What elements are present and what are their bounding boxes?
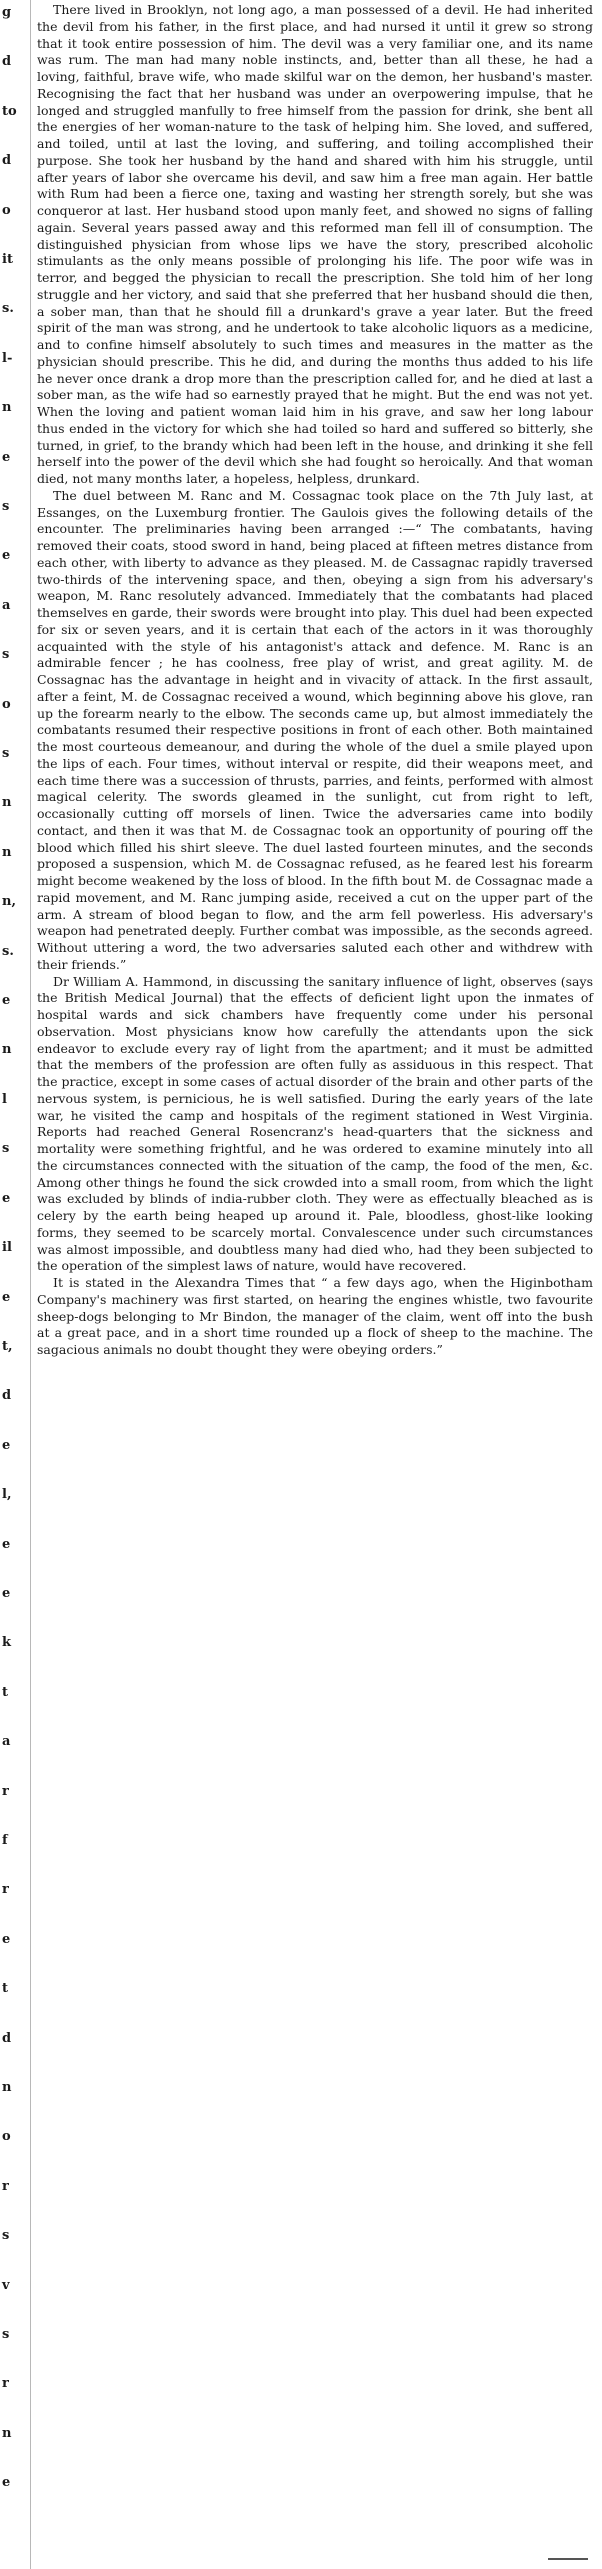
- margin-fragment: l-: [2, 351, 13, 366]
- margin-fragment: n: [2, 1042, 12, 1057]
- margin-fragment: r: [2, 2376, 9, 2391]
- article-ranc-cassagnac-duel: The duel between M. Ranc and M. Cossagnac took place on the 7th July last, at Essanges, on the Luxemburg frontier. The Gaulois gives the following details of the encounter. The preliminaries having been arranged :—“ The combatants, having removed their coats, stood sword in hand, being placed at fifteen metres distance from each other, with liberty to advance as they pleased. M. de Cassagnac rapidly traversed two-thirds of the intervening space, and then, obeying a sign from his adversary's weapon, M. Ranc resolutely advanced. Immediately that the combatants had placed themselves en garde, their swords were brought into play. This duel had been expected for six or seven years, and it is certain that each of the actors in it was thoroughly acquainted with the style of his antagonist's attack and defence. M. Ranc is an admirable fencer ; he has coolness, free play of wrist, and great agility. M. de Cossagnac has the advantage in height and in vivacity of attack. In the first assault, after a feint, M. de Cossagnac received a wound, which beginning above his glove, ran up the forearm nearly to the elbow. The seconds came up, but almost immediately the combatants resumed their respective positions in front of each other. Both maintained the most courteous demeanour, and during the whole of the duel a smile played upon the lips of each. Four times, without interval or respite, did their weapons meet, and each time there was a succession of thrusts, parries, and feints, performed with almost magical celerity. The swords gleamed in the sunlight, cut from right to left, occasionally cutting off morsels of linen. Twice the adversaries came into bodily contact, and then it was that M. de Cossagnac took an opportunity of pouring off the blood which filled his shirt sleeve. The duel lasted fourteen minutes, and the seconds proposed a suspension, which M. de Cossagnac refused, as he feared lest his forearm might become weakened by the loss of blood. In the fifth bout M. de Cossagnac made a rapid movement, and M. Ranc jumping aside, received a cut on the upper part of the arm. A stream of blood began to flow, and the arm fell powerless. His adversary's weapon had penetrated deeply. Further combat was impossible, as the seconds agreed. Without uttering a word, the two adversaries saluted each other and withdrew with their friends.”: [37, 487, 593, 972]
- margin-fragment: e: [2, 1537, 11, 1552]
- column-rule: [30, 0, 31, 2569]
- margin-fragment: n: [2, 795, 12, 810]
- margin-fragment: n: [2, 400, 12, 415]
- margin-fragment: t,: [2, 1339, 13, 1354]
- margin-fragment: s.: [2, 301, 14, 316]
- left-margin-fragments: [0, 0, 26, 2569]
- margin-fragment: l,: [2, 1487, 12, 1502]
- margin-fragment: v: [2, 2278, 10, 2293]
- margin-fragment: s.: [2, 944, 14, 959]
- margin-fragment: o: [2, 203, 11, 218]
- margin-fragment: e: [2, 548, 11, 563]
- margin-fragment: f: [2, 1833, 8, 1848]
- margin-fragment: e: [2, 1932, 11, 1947]
- margin-fragment: l: [2, 1092, 7, 1107]
- margin-fragment: e: [2, 2475, 11, 2490]
- margin-fragment: d: [2, 2031, 12, 2046]
- margin-fragment: d: [2, 1388, 12, 1403]
- margin-fragment: t: [2, 1981, 9, 1996]
- margin-fragment: k: [2, 1635, 12, 1650]
- margin-fragment: n,: [2, 894, 16, 909]
- margin-fragment: n: [2, 2426, 12, 2441]
- margin-fragment: e: [2, 1290, 11, 1305]
- margin-fragment: s: [2, 2327, 10, 2342]
- margin-fragment: n: [2, 2080, 12, 2095]
- margin-fragment: g: [2, 5, 12, 20]
- margin-fragment: it: [2, 252, 13, 267]
- margin-fragment: e: [2, 1191, 11, 1206]
- article-hammond-light: Dr William A. Hammond, in discussing the sanitary influence of light, observes (says the British Medical Journal) that the effects of deficient light upon the inmates of hospital wards and sick chambers have frequently come under his personal observation. Most physicians know how carefully the attendants upon the sick endeavor to exclude every ray of light from the apartment; and it must be admitted that the members of the profession are often fully as assiduous in this respect. That the practice, except in some cases of actual disorder of the brain and other parts of the nervous system, is pernicious, he is well satisfied. During the early years of the late war, he visited the camp and hospitals of the regiment stationed in West Virginia. Reports had reached General Rosencranz's head-quarters that the sickness and mortality were something frightful, and he was ordered to examine minutely into all the circumstances connected with the situation of the camp, the food of the men, &c. Among other things he found the sick crowded into a small room, from which the light was excluded by blinds of india-rubber cloth. They were as effectually bleached as is celery by the earth being heaped up around it. Pale, bloodless, ghost-like looking forms, they seemed to be scarcely mortal. Convalescence under such circumstances was almost impossible, and doubtless many had died who, had they been subjected to the operation of the simplest laws of nature, would have recovered.: [37, 973, 593, 1274]
- margin-fragment: s: [2, 2228, 10, 2243]
- margin-fragment: s: [2, 1141, 10, 1156]
- margin-fragment: o: [2, 2129, 11, 2144]
- margin-fragment: d: [2, 54, 12, 69]
- article-sheep-dogs: It is stated in the Alexandra Times that “ a few days ago, when the Higinbotham Company's machinery was first started, on hearing the engines whistle, two favourite sheep-dogs belonging to Mr Bindon, the manager of the claim, went off into the bush at a great pace, and in a short time rounded up a flock of sheep to the machine. The sagacious animals no doubt thought they were obeying orders.”: [37, 1275, 593, 1357]
- article-column: [37, 2, 593, 1359]
- margin-fragment: r: [2, 2179, 9, 2194]
- margin-fragment: d: [2, 153, 12, 168]
- margin-fragment: o: [2, 697, 11, 712]
- margin-fragment: e: [2, 450, 11, 465]
- margin-fragment: s: [2, 647, 10, 662]
- margin-fragment: a: [2, 1734, 11, 1749]
- margin-fragment: e: [2, 1586, 11, 1601]
- margin-fragment: e: [2, 993, 11, 1008]
- margin-fragment: s: [2, 499, 10, 514]
- margin-fragment: s: [2, 746, 10, 761]
- margin-fragment: r: [2, 1784, 9, 1799]
- margin-fragment: r: [2, 1882, 9, 1897]
- article-brooklyn-rum: There lived in Brooklyn, not long ago, a man possessed of a devil. He had inherited the devil from his father, in the first place, and had nursed it until it grew so strong that it took entire possession of him. The devil was a very familiar one, and its name was rum. The man had many noble instincts, and, better than all these, he had a loving, faithful, brave wife, who made skilful war on the demon, her husband's master. Recognising the fact that her husband was under an overpowering impulse, that he longed and struggled manfully to free himself from the passion for drink, she bent all the energies of her woman-nature to the task of helping him. She loved, and suffered, and toiled, until at last the loving, and suffering, and toiling accomplished their purpose. She took her husband by the hand and shared with him his struggle, until after years of labor she overcame his devil, and saw him a free man again. Her battle with Rum had been a fierce one, taxing and wasting her strength sorely, but she was conqueror at last. Her husband stood upon manly feet, and showed no signs of falling again. Several years passed away and this reformed man fell ill of consumption. The distinguished physician from whose lips we have the story, prescribed alcoholic stimulants as the only means possible of prolonging his life. The poor wife was in terror, and begged the physician to recall the prescription. She told him of her long struggle and her victory, and said that she preferred that her husband should die then, a sober man, than that he should fill a drunkard's grave a year later. But the freed spirit of the man was strong, and he undertook to take alcoholic liquors as a medicine, and to confine himself absolutely to such times and measures in the matter as the physician should prescribe. This he did, and during the months thus added to his life he never once drank a drop more than the prescription called for, and he died at last a sober man, as the wife had so earnestly prayed that he might. But the end was not yet. When the loving and patient woman laid him in his grave, and saw her long labour thus ended in the victory for which she had toiled so hard and suffered so bitterly, she turned, in grief, to the brandy which had been left in the house, and drinking it she fell herself into the power of the devil which she had fought so heroically. And that woman died, not many months later, a hopeless, helpless, drunkard.: [37, 2, 593, 486]
- margin-fragment: t: [2, 1685, 9, 1700]
- margin-fragment: il: [2, 1240, 12, 1255]
- margin-fragment: a: [2, 598, 11, 613]
- end-mark: [548, 2558, 588, 2560]
- margin-fragment: n: [2, 845, 12, 860]
- margin-fragment: e: [2, 1438, 11, 1453]
- margin-fragment: to: [2, 104, 17, 119]
